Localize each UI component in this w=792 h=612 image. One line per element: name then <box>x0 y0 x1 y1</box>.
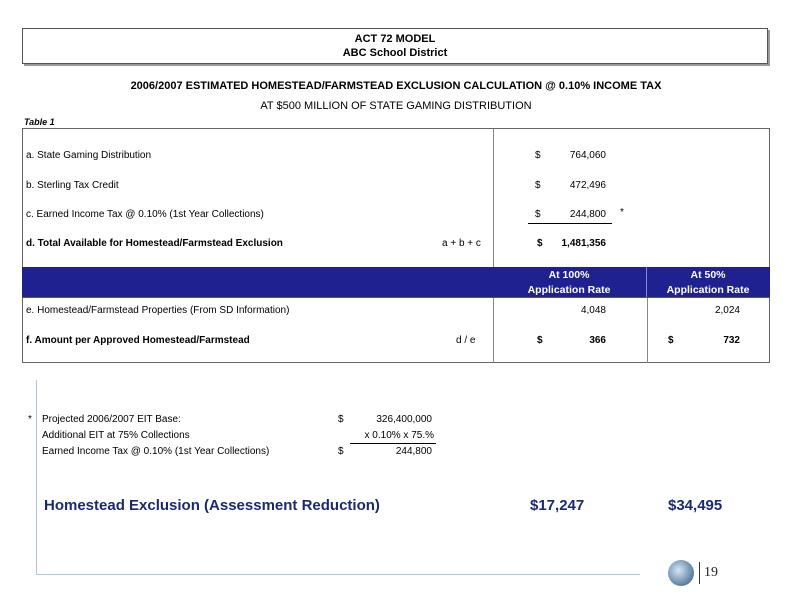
sub-heading: AT $500 MILLION OF STATE GAMING DISTRIBUTION <box>260 100 532 112</box>
row-d-label: d. Total Available for Homestead/Farmstead Exclusion <box>26 238 283 249</box>
footnote-line-1-currency: $ <box>338 414 344 425</box>
pem-circle-logo-icon <box>668 560 694 586</box>
row-c-label: c. Earned Income Tax @ 0.10% (1st Year Collections) <box>26 209 264 220</box>
column-header-100-line2: Application Rate <box>527 284 611 296</box>
row-a-value: 764,060 <box>569 150 606 161</box>
row-f-currency-50: $ <box>668 335 674 346</box>
footnote-underline <box>350 443 436 444</box>
row-c-underline <box>528 223 612 224</box>
row-f-value-100: 366 <box>589 335 606 346</box>
footnote-line-3-label: Earned Income Tax @ 0.10% (1st Year Collections) <box>42 446 270 457</box>
footnote-line-1-value: 326,400,000 <box>376 414 432 425</box>
row-f-formula: d / e <box>456 335 476 346</box>
row-f-currency-100: $ <box>537 335 543 346</box>
footnote-line-3-value: 244,800 <box>395 446 432 457</box>
row-f-value-50: 732 <box>723 335 740 346</box>
row-c-footnote-mark: * <box>620 207 624 218</box>
footnote-line-1-label: Projected 2006/2007 EIT Base: <box>42 414 181 425</box>
table-divider-1 <box>493 129 494 363</box>
row-d-value: 1,481,356 <box>561 238 606 249</box>
column-header-50-line2: Application Rate <box>666 284 750 296</box>
row-c-value: 244,800 <box>569 209 606 220</box>
summary-value-100: $17,247 <box>530 497 585 514</box>
footnote-line-3-currency: $ <box>338 446 344 457</box>
row-d-currency: $ <box>537 238 543 249</box>
row-b-label: b. Sterling Tax Credit <box>26 180 119 191</box>
row-b-value: 472,496 <box>569 180 606 191</box>
decorative-vertical-line <box>36 380 37 575</box>
decorative-horizontal-line <box>36 574 640 575</box>
column-header-100-line1: At 100% <box>548 269 590 281</box>
column-header-50-line1: At 50% <box>690 269 726 281</box>
row-e-label: e. Homestead/Farmstead Properties (From SD Information) <box>26 305 290 316</box>
band-divider <box>646 267 647 297</box>
main-heading: 2006/2007 ESTIMATED HOMESTEAD/FARMSTEAD EXCLUSION CALCULATION @ 0.10% INCOME TAX <box>130 80 662 92</box>
row-c-currency: $ <box>535 209 541 220</box>
row-f-label: f. Amount per Approved Homestead/Farmstead <box>26 335 250 346</box>
row-e-value-50: 2,024 <box>714 305 740 316</box>
summary-label: Homestead Exclusion (Assessment Reduction) <box>44 497 380 514</box>
footnote-line-2-value: x 0.10% x 75.% <box>364 430 434 441</box>
title-line-1: ACT 72 MODEL <box>354 33 436 45</box>
row-a-label: a. State Gaming Distribution <box>26 150 152 161</box>
row-a-currency: $ <box>535 150 541 161</box>
column-header-50 <box>648 268 768 298</box>
footnote-star: * <box>28 414 32 425</box>
row-d-formula: a + b + c <box>442 238 481 249</box>
page-number: 19 <box>704 565 718 580</box>
title-line-2: ABC School District <box>342 47 448 59</box>
row-b-currency: $ <box>535 180 541 191</box>
footnote-line-2-label: Additional EIT at 75% Collections <box>42 430 190 441</box>
column-header-100 <box>494 268 644 298</box>
title-box <box>22 28 768 64</box>
row-e-value-100: 4,048 <box>580 305 606 316</box>
page-number-separator <box>699 562 700 584</box>
summary-value-50: $34,495 <box>668 497 723 514</box>
table-label: Table 1 <box>24 117 55 127</box>
band-bottom-line <box>22 297 770 298</box>
